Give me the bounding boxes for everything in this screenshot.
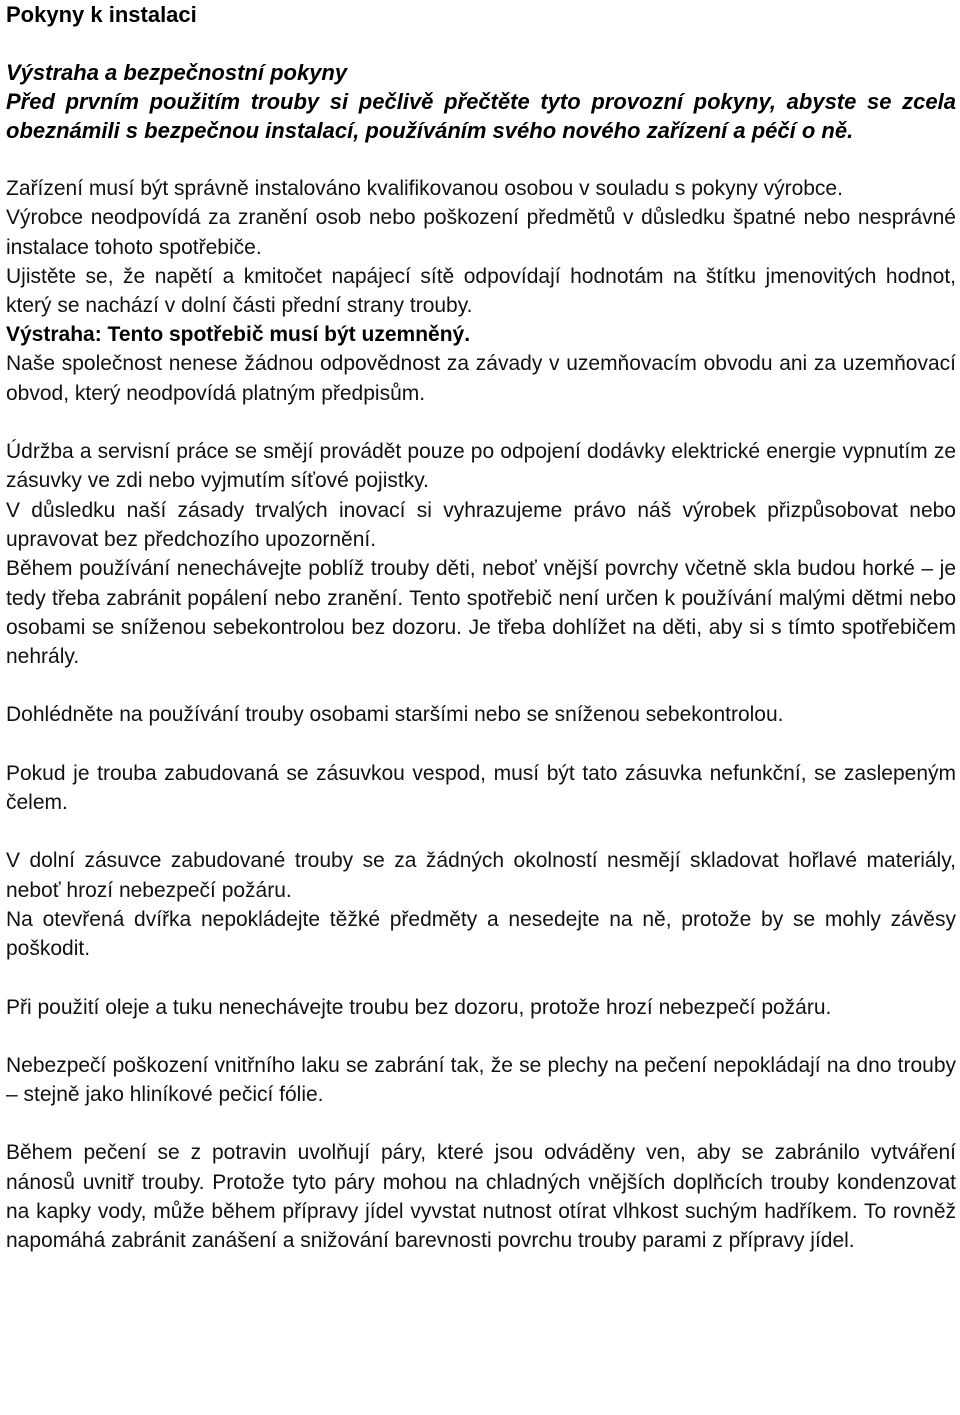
spacer (6, 1022, 956, 1051)
paragraph-oil: Při použití oleje a tuku nenechávejte troubu bez dozoru, protože hrozí nebezpečí požáru. (6, 995, 832, 1019)
spacer (6, 145, 956, 174)
spacer (6, 817, 956, 846)
document-title: Pokyny k instalaci (6, 2, 197, 27)
paragraph-innovation: V důsledku naší zásady trvalých inovací si vyhrazujeme právo náš výrobek přizpůsobovat nebo upravovat bez předchozího upozornění. (6, 498, 956, 551)
document-page (6, 0, 956, 1256)
spacer (6, 408, 956, 437)
paragraph-drawer: Pokud je trouba zabudovaná se zásuvkou vespod, musí být tato zásuvka nefunkční, se zaslepeným čelem. (6, 761, 956, 815)
paragraph-voltage: Ujistěte se, že napětí a kmitočet napájecí sítě odpovídají hodnotám na štítku jmenovitých hodnot, který se nachází v dolní části přední strany trouby. (6, 264, 956, 318)
paragraph-maintenance: Údržba a servisní práce se smějí provádět pouze po odpojení dodávky elektrické energie vypnutím ze zásuvky ve zdi nebo vyjmutím síťové pojistky. (6, 440, 956, 493)
spacer (6, 964, 956, 993)
spacer (6, 730, 956, 759)
paragraph-installation: Zařízení musí být správně instalováno kvalifikovanou osobou v souladu s pokyny výrobce. (6, 177, 843, 200)
spacer (6, 1109, 956, 1138)
paragraph-grounding: Naše společnost nenese žádnou odpovědnost za závady v uzemňovacím obvodu ani za uzemňovací obvod, který neodpovídá platným předpisům. (6, 352, 956, 405)
paragraph-flammable: V dolní zásuvce zabudované trouby se za žádných okolností nesmějí skladovat hořlavé materiály, neboť hrozí nebezpečí požáru. (6, 849, 956, 902)
paragraph-steam: Během pečení se z potravin uvolňují páry, které jsou odváděny ven, aby se zabránilo vytváření nánosů uvnitř trouby. Protože tyto páry mohou na chladných vnějších doplňcích trouby kondenzovat na kapky vody, může během přípravy jídel vyvstat nutnost otírat vlhkost suchým hadříkem. To rovněž napomáhá zabránit zanášení a snižování barevnosti povrchu trouby parami z přípravy jídel. (6, 1141, 956, 1253)
paragraph-door: Na otevřená dvířka nepokládejte těžké předměty a nesedejte na ně, protože by se mohly závěsy poškodit. (6, 907, 956, 961)
paragraph-enamel: Nebezpečí poškození vnitřního laku se zabrání tak, že se plechy na pečení nepokládají na dno trouby – stejně jako hliníkové pečicí fólie. (6, 1053, 956, 1107)
grounding-warning: Výstraha: Tento spotřebič musí být uzemněný. (6, 323, 471, 347)
spacer (6, 671, 956, 700)
warning-heading: Výstraha a bezpečnostní pokyny (6, 60, 348, 85)
intro-warning-text: Před prvním použitím trouby si pečlivě přečtěte tyto provozní pokyny, abyste se zcela obeznámili s bezpečnou instalací, používáním svého nového zařízení a péčí o ně. (6, 89, 956, 143)
paragraph-liability: Výrobce neodpovídá za zranění osob nebo poškození předmětů v důsledku špatné nebo nesprávné instalace tohoto spotřebiče. (6, 206, 956, 259)
spacer (6, 29, 956, 58)
paragraph-supervision: Dohlédněte na používání trouby osobami staršími nebo se sníženou sebekontrolou. (6, 703, 784, 727)
paragraph-children: Během používání nenechávejte poblíž trouby děti, neboť vnější povrchy včetně skla budou horké – je tedy třeba zabránit popálení nebo zranění. Tento spotřebič není určen k používání malými dětmi nebo osobami se sníženou sebekontrolou bez dozoru. Je třeba dohlížet na děti, aby si s tímto spotřebičem nehrály. (6, 557, 956, 669)
